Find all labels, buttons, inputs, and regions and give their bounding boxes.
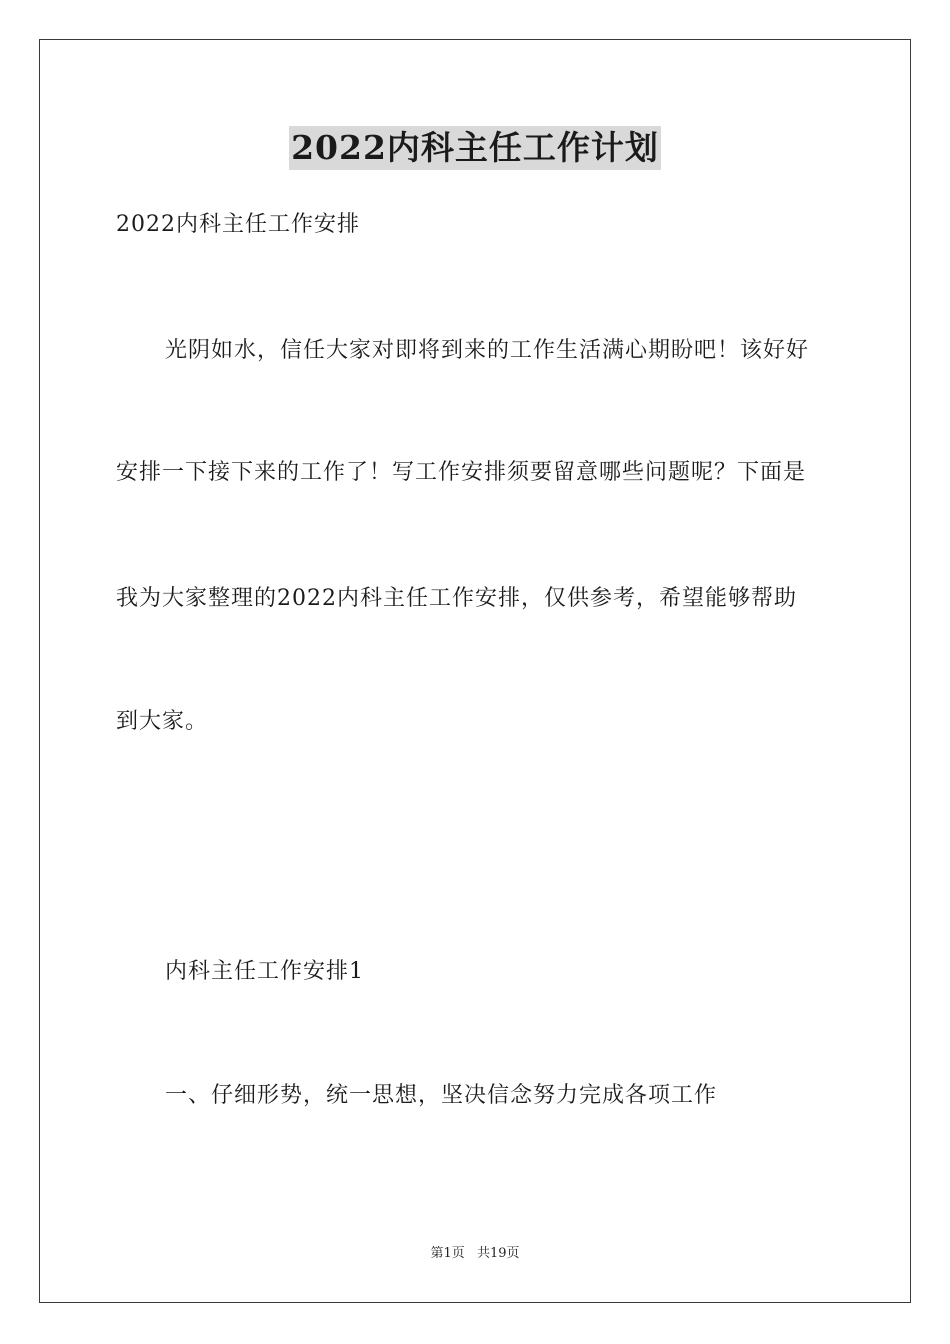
document-title: 2022内科主任工作计划 bbox=[289, 126, 661, 170]
section-item: 一、仔细形势，统一思想，坚决信念努力完成各项工作 bbox=[165, 1083, 718, 1108]
paragraph-line-3: 我为大家整理的2022内科主任工作安排，仅供参考，希望能够帮助 bbox=[116, 586, 797, 611]
page-number-current: 第1页 bbox=[430, 1246, 465, 1261]
document-subtitle: 2022内科主任工作安排 bbox=[116, 212, 360, 237]
paragraph-line-2: 安排一下接下来的工作了！写工作安排须要留意哪些问题呢？下面是 bbox=[116, 460, 807, 485]
title-container bbox=[0, 126, 950, 170]
paragraph-line-4: 到大家。 bbox=[116, 709, 209, 734]
page-footer bbox=[0, 1245, 950, 1263]
paragraph-line-1: 光阴如水，信任大家对即将到来的工作生活满心期盼吧！该好好 bbox=[165, 338, 810, 363]
page-number-total: 共19页 bbox=[476, 1246, 520, 1261]
section-heading: 内科主任工作安排1 bbox=[165, 959, 364, 984]
